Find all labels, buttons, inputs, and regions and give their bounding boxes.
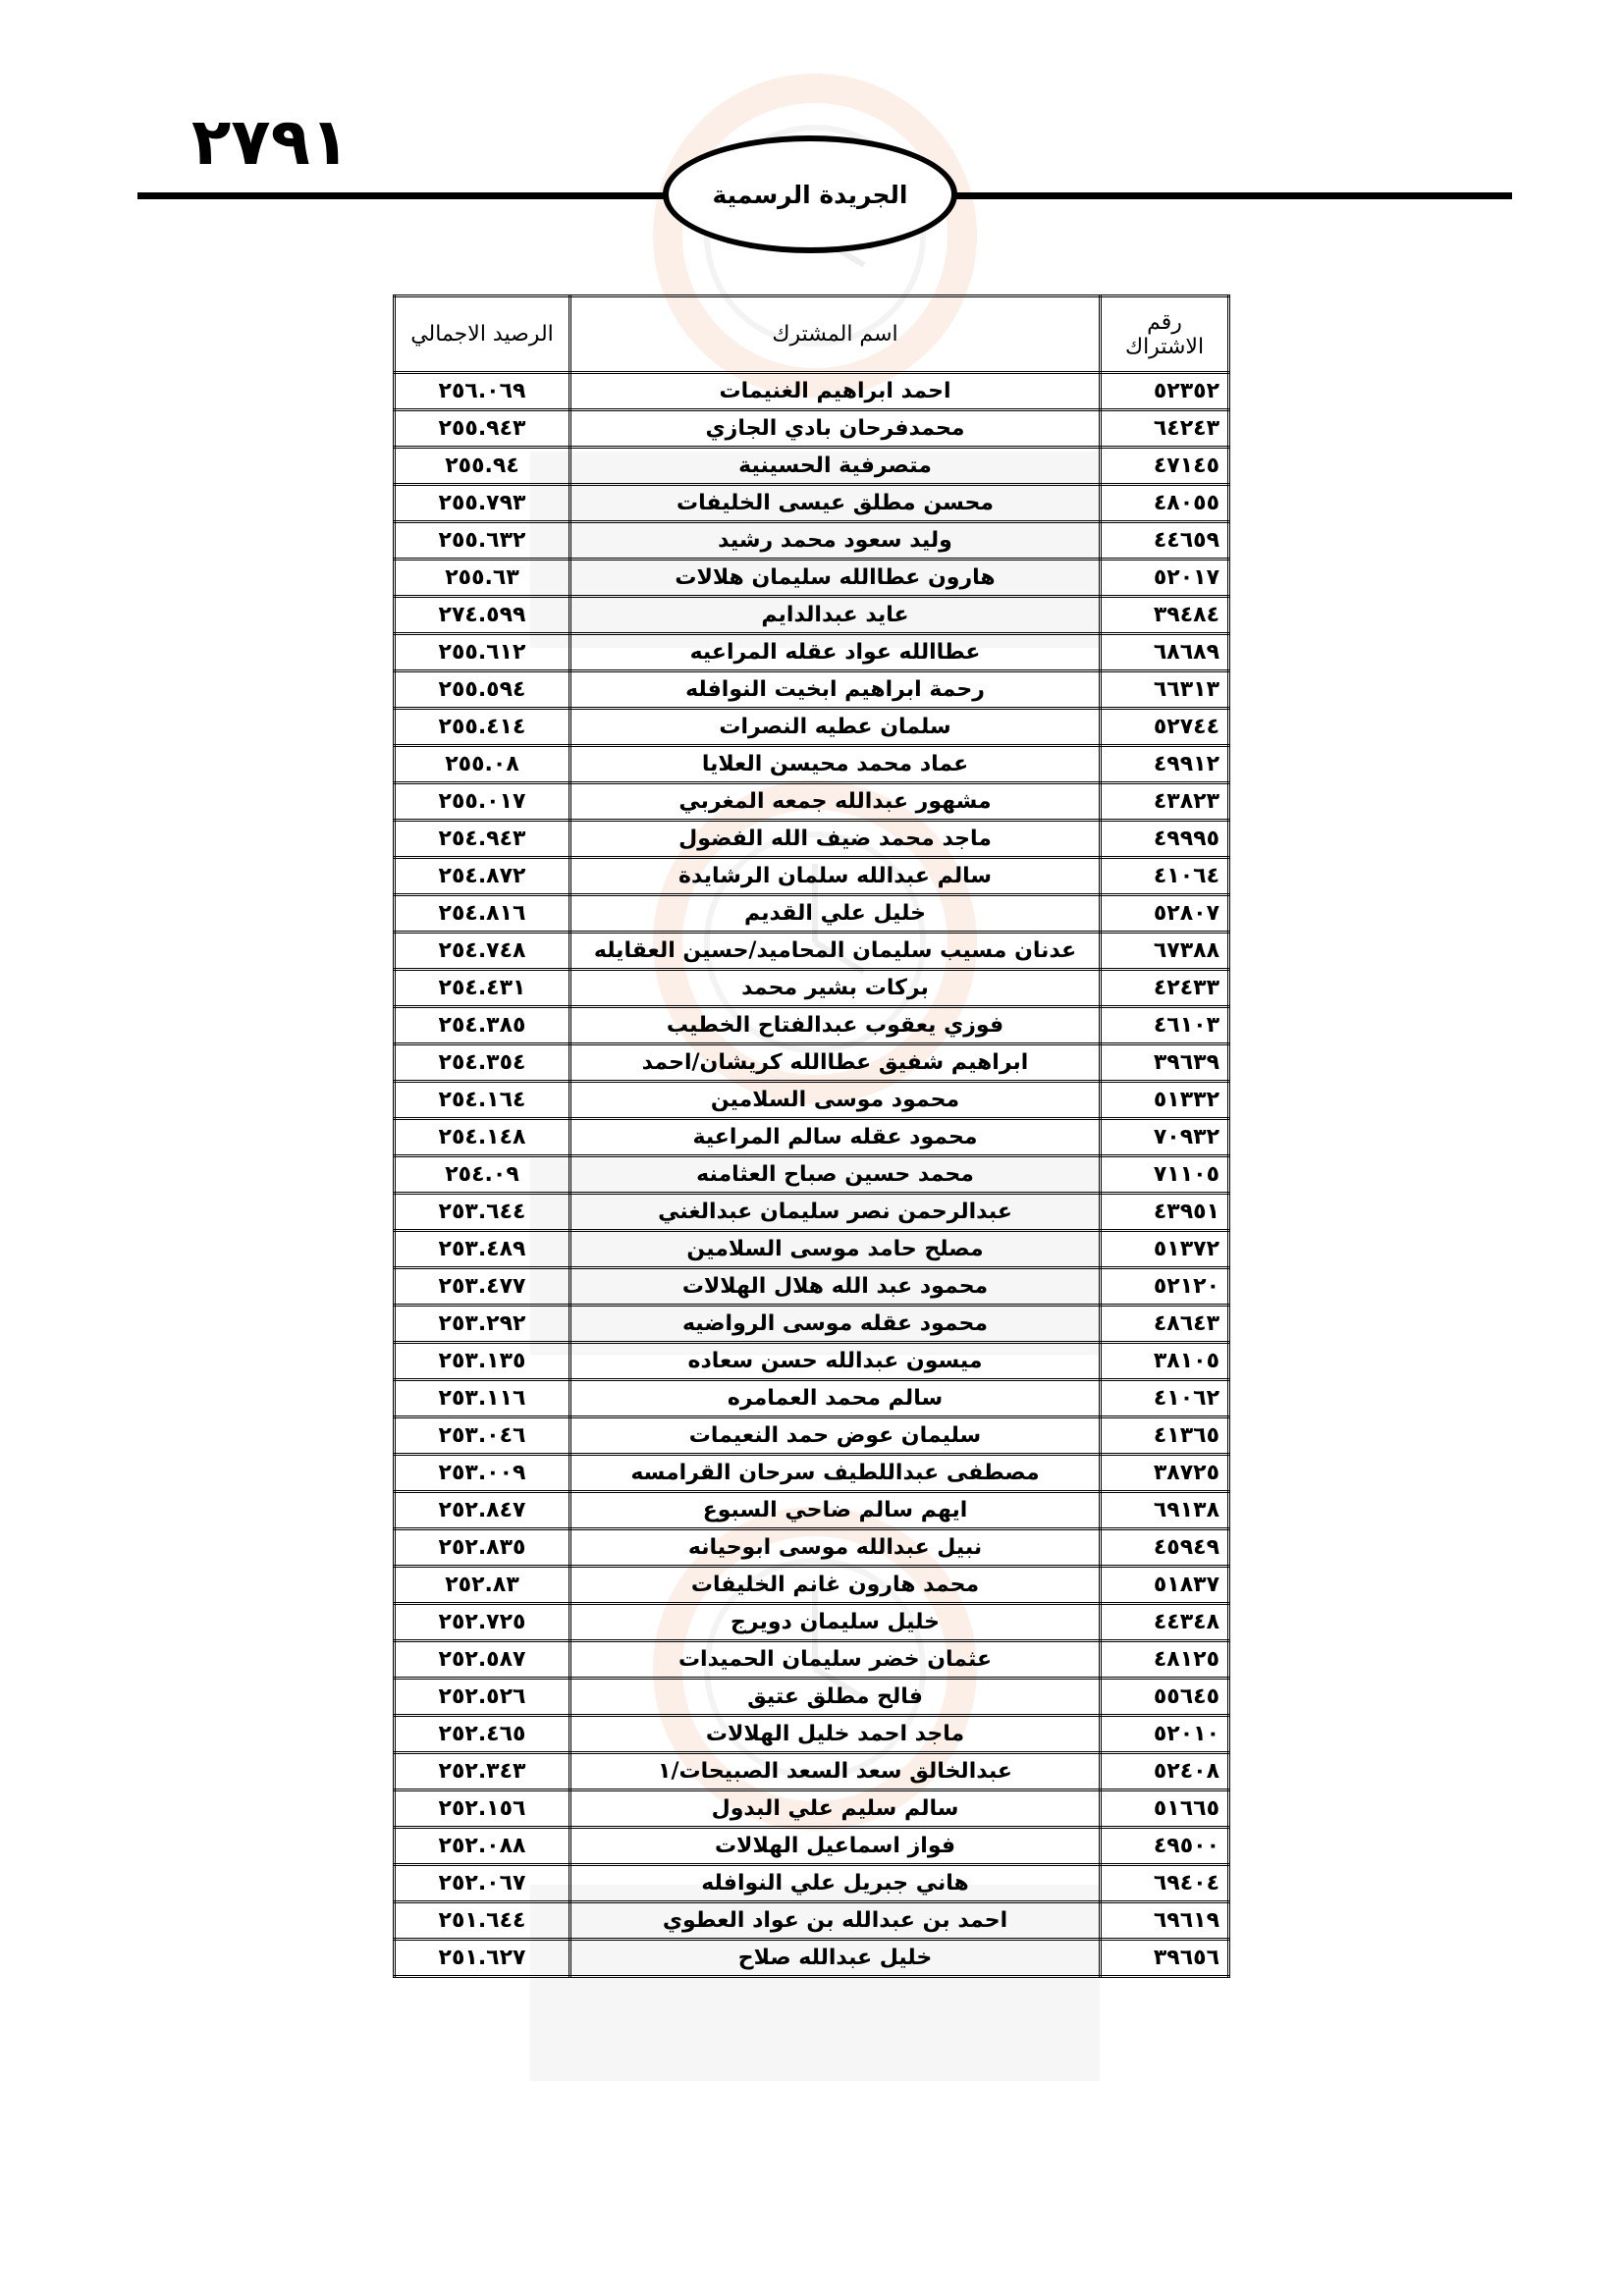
subscriber-name-cell: مشهور عبدالله جمعه المغربي bbox=[570, 783, 1101, 821]
subscriber-name-cell: ماجد محمد ضيف الله الفضول bbox=[570, 821, 1101, 858]
total-balance-cell: ٢٥٣.١١٦ bbox=[395, 1380, 570, 1417]
subscriber-name-cell: ابراهيم شفيق عطاالله كريشان/احمد bbox=[570, 1044, 1101, 1082]
subscriber-name-cell: محمدفرحان بادي الجازي bbox=[570, 410, 1101, 448]
subscriber-name-cell: احمد بن عبدالله بن عواد العطوي bbox=[570, 1902, 1101, 1940]
total-balance-cell: ٢٥١.٦٢٧ bbox=[395, 1940, 570, 1977]
subscription-number-cell: ٥٢١٢٠ bbox=[1101, 1268, 1229, 1306]
subscriber-name-cell: محمود موسى السلامين bbox=[570, 1082, 1101, 1119]
table-row bbox=[395, 1044, 1229, 1082]
total-balance-cell: ٢٥٥.٩٤ bbox=[395, 448, 570, 485]
table-row bbox=[395, 597, 1229, 634]
table-row bbox=[395, 1865, 1229, 1902]
subscription-number-cell: ٦٩١٣٨ bbox=[1101, 1492, 1229, 1529]
subscriber-name-cell: نبيل عبدالله موسى ابوحيانه bbox=[570, 1529, 1101, 1567]
total-balance-cell: ٢٥٤.٨٧٢ bbox=[395, 858, 570, 895]
subscriber-name-cell: عطاالله عواد عقله المراعيه bbox=[570, 634, 1101, 671]
total-balance-cell: ٢٥٤.٨١٦ bbox=[395, 895, 570, 933]
subscription-number-cell: ٤٨٠٥٥ bbox=[1101, 485, 1229, 522]
subscription-number-cell: ٣٩٦٥٦ bbox=[1101, 1940, 1229, 1977]
total-balance-cell: ٢٥٥.٧٩٣ bbox=[395, 485, 570, 522]
total-balance-cell: ٢٥٢.٠٨٨ bbox=[395, 1828, 570, 1865]
subscriber-name-cell: رحمة ابراهيم ابخيت النوافله bbox=[570, 671, 1101, 709]
subscription-number-cell: ٥٢٣٥٢ bbox=[1101, 373, 1229, 410]
table-row bbox=[395, 1156, 1229, 1194]
subscriber-name-cell: وليد سعود محمد رشيد bbox=[570, 522, 1101, 560]
table-row bbox=[395, 1268, 1229, 1306]
table-row bbox=[395, 1529, 1229, 1567]
table-row bbox=[395, 1604, 1229, 1641]
subscription-number-cell: ٣٨١٠٥ bbox=[1101, 1343, 1229, 1380]
subscription-number-cell: ٦٩٦١٩ bbox=[1101, 1902, 1229, 1940]
table-row bbox=[395, 821, 1229, 858]
table-row bbox=[395, 1231, 1229, 1268]
total-balance-cell: ٢٥٢.٤٦٥ bbox=[395, 1716, 570, 1753]
subscriber-name-cell: محمود عبد الله هلال الهلالات bbox=[570, 1268, 1101, 1306]
table-row bbox=[395, 1641, 1229, 1679]
table-row bbox=[395, 560, 1229, 597]
table-row bbox=[395, 485, 1229, 522]
subscriber-name-cell: خليل عبدالله صلاح bbox=[570, 1940, 1101, 1977]
total-balance-cell: ٢٥٢.٨٣ bbox=[395, 1567, 570, 1604]
table-row bbox=[395, 1790, 1229, 1828]
subscriber-name-cell: محمد حسين صباح العثامنه bbox=[570, 1156, 1101, 1194]
subscriber-name-cell: عبدالخالق سعد السعد الصبيحات/١ bbox=[570, 1753, 1101, 1790]
subscription-number-cell: ٥٢٤٠٨ bbox=[1101, 1753, 1229, 1790]
total-balance-cell: ٢٥٥.٩٤٣ bbox=[395, 410, 570, 448]
table-row bbox=[395, 1679, 1229, 1716]
total-balance-cell: ٢٥٣.٦٤٤ bbox=[395, 1194, 570, 1231]
table-row bbox=[395, 1753, 1229, 1790]
subscription-number-cell: ٤٩٩١٢ bbox=[1101, 746, 1229, 783]
table-row bbox=[395, 1455, 1229, 1492]
total-balance-cell: ٢٥٣.٠٤٦ bbox=[395, 1417, 570, 1455]
table-row bbox=[395, 1567, 1229, 1604]
subscription-number-cell: ٧٠٩٣٢ bbox=[1101, 1119, 1229, 1156]
subscriber-name-cell: بركات بشير محمد bbox=[570, 970, 1101, 1007]
subscription-number-cell: ٤٣٩٥١ bbox=[1101, 1194, 1229, 1231]
subscription-number-cell: ٥٢٨٠٧ bbox=[1101, 895, 1229, 933]
subscriber-name-cell: فوزي يعقوب عبدالفتاح الخطيب bbox=[570, 1007, 1101, 1044]
subscriber-name-cell: هاني جبريل علي النوافله bbox=[570, 1865, 1101, 1902]
table-row bbox=[395, 1194, 1229, 1231]
subscription-number-cell: ٦٨٦٨٩ bbox=[1101, 634, 1229, 671]
subscription-number-cell: ٥١٦٦٥ bbox=[1101, 1790, 1229, 1828]
subscriber-name-cell: عبدالرحمن نصر سليمان عبدالغني bbox=[570, 1194, 1101, 1231]
total-balance-cell: ٢٥٢.٥٢٦ bbox=[395, 1679, 570, 1716]
subscription-number-cell: ٥١٣٧٢ bbox=[1101, 1231, 1229, 1268]
subscription-number-cell: ٤٤٣٤٨ bbox=[1101, 1604, 1229, 1641]
table-header-row bbox=[395, 296, 1229, 373]
total-balance-cell: ٢٥٢.٠٦٧ bbox=[395, 1865, 570, 1902]
total-balance-cell: ٢٥٢.٨٤٧ bbox=[395, 1492, 570, 1529]
total-balance-cell: ٢٥٤.٤٣١ bbox=[395, 970, 570, 1007]
subscriber-name-cell: سليمان عوض حمد النعيمات bbox=[570, 1417, 1101, 1455]
subscription-number-cell: ٤١٠٦٢ bbox=[1101, 1380, 1229, 1417]
subscriber-name-cell: ميسون عبدالله حسن سعاده bbox=[570, 1343, 1101, 1380]
total-balance-cell: ٢٥٣.٢٩٢ bbox=[395, 1306, 570, 1343]
table-row bbox=[395, 1492, 1229, 1529]
table-row bbox=[395, 1082, 1229, 1119]
subscriber-name-cell: فالح مطلق عتيق bbox=[570, 1679, 1101, 1716]
total-balance-cell: ٢٥٥.٦٣ bbox=[395, 560, 570, 597]
total-balance-cell: ٢٥٥.٦٣٢ bbox=[395, 522, 570, 560]
subscriber-name-cell: مصلح حامد موسى السلامين bbox=[570, 1231, 1101, 1268]
table-row bbox=[395, 1417, 1229, 1455]
subscription-number-cell: ٤١٣٦٥ bbox=[1101, 1417, 1229, 1455]
total-balance-cell: ٢٥٣.٠٠٩ bbox=[395, 1455, 570, 1492]
total-balance-cell: ٢٥٤.٩٤٣ bbox=[395, 821, 570, 858]
subscriber-name-cell: عدنان مسيب سليمان المحاميد/حسين العقايله bbox=[570, 933, 1101, 970]
total-balance-cell: ٢٥٥.٦١٢ bbox=[395, 634, 570, 671]
total-balance-cell: ٢٥٢.٨٣٥ bbox=[395, 1529, 570, 1567]
subscription-number-cell: ٧١١٠٥ bbox=[1101, 1156, 1229, 1194]
subscription-number-cell: ٥١٣٣٢ bbox=[1101, 1082, 1229, 1119]
total-balance-cell: ٢٥٤.٧٤٨ bbox=[395, 933, 570, 970]
subscribers-table bbox=[393, 294, 1230, 1978]
total-balance-cell: ٢٥٥.٠٨ bbox=[395, 746, 570, 783]
total-balance-cell: ٢٥٥.٠١٧ bbox=[395, 783, 570, 821]
subscriber-name-cell: خليل سليمان دويرج bbox=[570, 1604, 1101, 1641]
table-row bbox=[395, 1902, 1229, 1940]
total-balance-cell: ٢٥٤.٠٩ bbox=[395, 1156, 570, 1194]
subscription-number-cell: ٥٢٧٤٤ bbox=[1101, 709, 1229, 746]
subscription-number-cell: ٤١٠٦٤ bbox=[1101, 858, 1229, 895]
total-balance-cell: ٢٧٤.٥٩٩ bbox=[395, 597, 570, 634]
subscription-number-cell: ٤٤٦٥٩ bbox=[1101, 522, 1229, 560]
subscriber-name-cell: عثمان خضر سليمان الحميدات bbox=[570, 1641, 1101, 1679]
table-row bbox=[395, 746, 1229, 783]
table-row bbox=[395, 895, 1229, 933]
table-row bbox=[395, 373, 1229, 410]
header-subscription-number: رقم الاشتراك bbox=[1101, 296, 1229, 373]
header-subscriber-name: اسم المشترك bbox=[570, 296, 1101, 373]
subscription-number-cell: ٥١٨٣٧ bbox=[1101, 1567, 1229, 1604]
subscriber-name-cell: محمود عقله سالم المراعية bbox=[570, 1119, 1101, 1156]
subscription-number-cell: ٤٥٩٤٩ bbox=[1101, 1529, 1229, 1567]
subscriber-name-cell: سلمان عطيه النصرات bbox=[570, 709, 1101, 746]
subscription-number-cell: ٦٧٣٨٨ bbox=[1101, 933, 1229, 970]
table-row bbox=[395, 1940, 1229, 1977]
subscription-number-cell: ٤٨٦٤٣ bbox=[1101, 1306, 1229, 1343]
gazette-title bbox=[663, 135, 957, 253]
gazette-title-text: الجريدة الرسمية bbox=[712, 180, 908, 209]
total-balance-cell: ٢٥٢.١٥٦ bbox=[395, 1790, 570, 1828]
subscription-number-cell: ٤٨١٢٥ bbox=[1101, 1641, 1229, 1679]
total-balance-cell: ٢٥٢.٧٢٥ bbox=[395, 1604, 570, 1641]
total-balance-cell: ٢٥٦.٠٦٩ bbox=[395, 373, 570, 410]
subscription-number-cell: ٤٣٨٢٣ bbox=[1101, 783, 1229, 821]
table-row bbox=[395, 522, 1229, 560]
subscriber-name-cell: سالم محمد العمامره bbox=[570, 1380, 1101, 1417]
subscription-number-cell: ٦٤٢٤٣ bbox=[1101, 410, 1229, 448]
subscriber-name-cell: سالم عبدالله سلمان الرشايدة bbox=[570, 858, 1101, 895]
subscription-number-cell: ٦٦٣١٣ bbox=[1101, 671, 1229, 709]
total-balance-cell: ٢٥١.٦٤٤ bbox=[395, 1902, 570, 1940]
table-row bbox=[395, 1716, 1229, 1753]
total-balance-cell: ٢٥٤.١٦٤ bbox=[395, 1082, 570, 1119]
subscription-number-cell: ٤٩٥٠٠ bbox=[1101, 1828, 1229, 1865]
subscription-number-cell: ٤٧١٤٥ bbox=[1101, 448, 1229, 485]
table-row bbox=[395, 933, 1229, 970]
table-row bbox=[395, 1119, 1229, 1156]
subscription-number-cell: ٥٢٠١٠ bbox=[1101, 1716, 1229, 1753]
subscription-number-cell: ٣٩٦٣٩ bbox=[1101, 1044, 1229, 1082]
total-balance-cell: ٢٥٥.٤١٤ bbox=[395, 709, 570, 746]
subscription-number-cell: ٥٢٠١٧ bbox=[1101, 560, 1229, 597]
subscriber-name-cell: محمود عقله موسى الرواضيه bbox=[570, 1306, 1101, 1343]
subscription-number-cell: ٤٦١٠٣ bbox=[1101, 1007, 1229, 1044]
subscriber-name-cell: احمد ابراهيم الغنيمات bbox=[570, 373, 1101, 410]
table-row bbox=[395, 671, 1229, 709]
subscriber-name-cell: عماد محمد محيسن العلايا bbox=[570, 746, 1101, 783]
subscriber-name-cell: ايهم سالم ضاحي السبوع bbox=[570, 1492, 1101, 1529]
table-row bbox=[395, 634, 1229, 671]
subscriber-name-cell: عايد عبدالدايم bbox=[570, 597, 1101, 634]
table-row bbox=[395, 1306, 1229, 1343]
total-balance-cell: ٢٥٤.١٤٨ bbox=[395, 1119, 570, 1156]
total-balance-cell: ٢٥٣.٤٧٧ bbox=[395, 1268, 570, 1306]
subscriber-name-cell: فواز اسماعيل الهلالات bbox=[570, 1828, 1101, 1865]
total-balance-cell: ٢٥٤.٣٨٥ bbox=[395, 1007, 570, 1044]
table-row bbox=[395, 783, 1229, 821]
table-row bbox=[395, 1007, 1229, 1044]
subscription-number-cell: ٤٩٩٩٥ bbox=[1101, 821, 1229, 858]
page-number: ٢٧٩١ bbox=[191, 104, 351, 180]
total-balance-cell: ٢٥٢.٣٤٣ bbox=[395, 1753, 570, 1790]
table-row bbox=[395, 1828, 1229, 1865]
subscriber-name-cell: محمد هارون غانم الخليفات bbox=[570, 1567, 1101, 1604]
table-row bbox=[395, 709, 1229, 746]
subscriber-name-cell: مصطفى عبداللطيف سرحان القرامسه bbox=[570, 1455, 1101, 1492]
table-row bbox=[395, 1343, 1229, 1380]
table-row bbox=[395, 858, 1229, 895]
subscription-number-cell: ٥٥٦٤٥ bbox=[1101, 1679, 1229, 1716]
table-row bbox=[395, 448, 1229, 485]
table-row bbox=[395, 1380, 1229, 1417]
subscription-number-cell: ٣٨٧٢٥ bbox=[1101, 1455, 1229, 1492]
total-balance-cell: ٢٥٤.٣٥٤ bbox=[395, 1044, 570, 1082]
header-total-balance: الرصيد الاجمالي bbox=[395, 296, 570, 373]
table-row bbox=[395, 970, 1229, 1007]
total-balance-cell: ٢٥٥.٥٩٤ bbox=[395, 671, 570, 709]
subscriber-name-cell: خليل علي القديم bbox=[570, 895, 1101, 933]
subscriber-name-cell: متصرفية الحسينية bbox=[570, 448, 1101, 485]
subscriber-name-cell: سالم سليم علي البدول bbox=[570, 1790, 1101, 1828]
table-body bbox=[395, 373, 1229, 1977]
total-balance-cell: ٢٥٣.١٣٥ bbox=[395, 1343, 570, 1380]
total-balance-cell: ٢٥٣.٤٨٩ bbox=[395, 1231, 570, 1268]
table-row bbox=[395, 410, 1229, 448]
subscription-number-cell: ٤٢٤٣٣ bbox=[1101, 970, 1229, 1007]
total-balance-cell: ٢٥٢.٥٨٧ bbox=[395, 1641, 570, 1679]
subscriber-name-cell: هارون عطاالله سليمان هلالات bbox=[570, 560, 1101, 597]
subscriber-name-cell: ماجد احمد خليل الهلالات bbox=[570, 1716, 1101, 1753]
subscriber-name-cell: محسن مطلق عيسى الخليفات bbox=[570, 485, 1101, 522]
subscription-number-cell: ٦٩٤٠٤ bbox=[1101, 1865, 1229, 1902]
subscription-number-cell: ٣٩٤٨٤ bbox=[1101, 597, 1229, 634]
